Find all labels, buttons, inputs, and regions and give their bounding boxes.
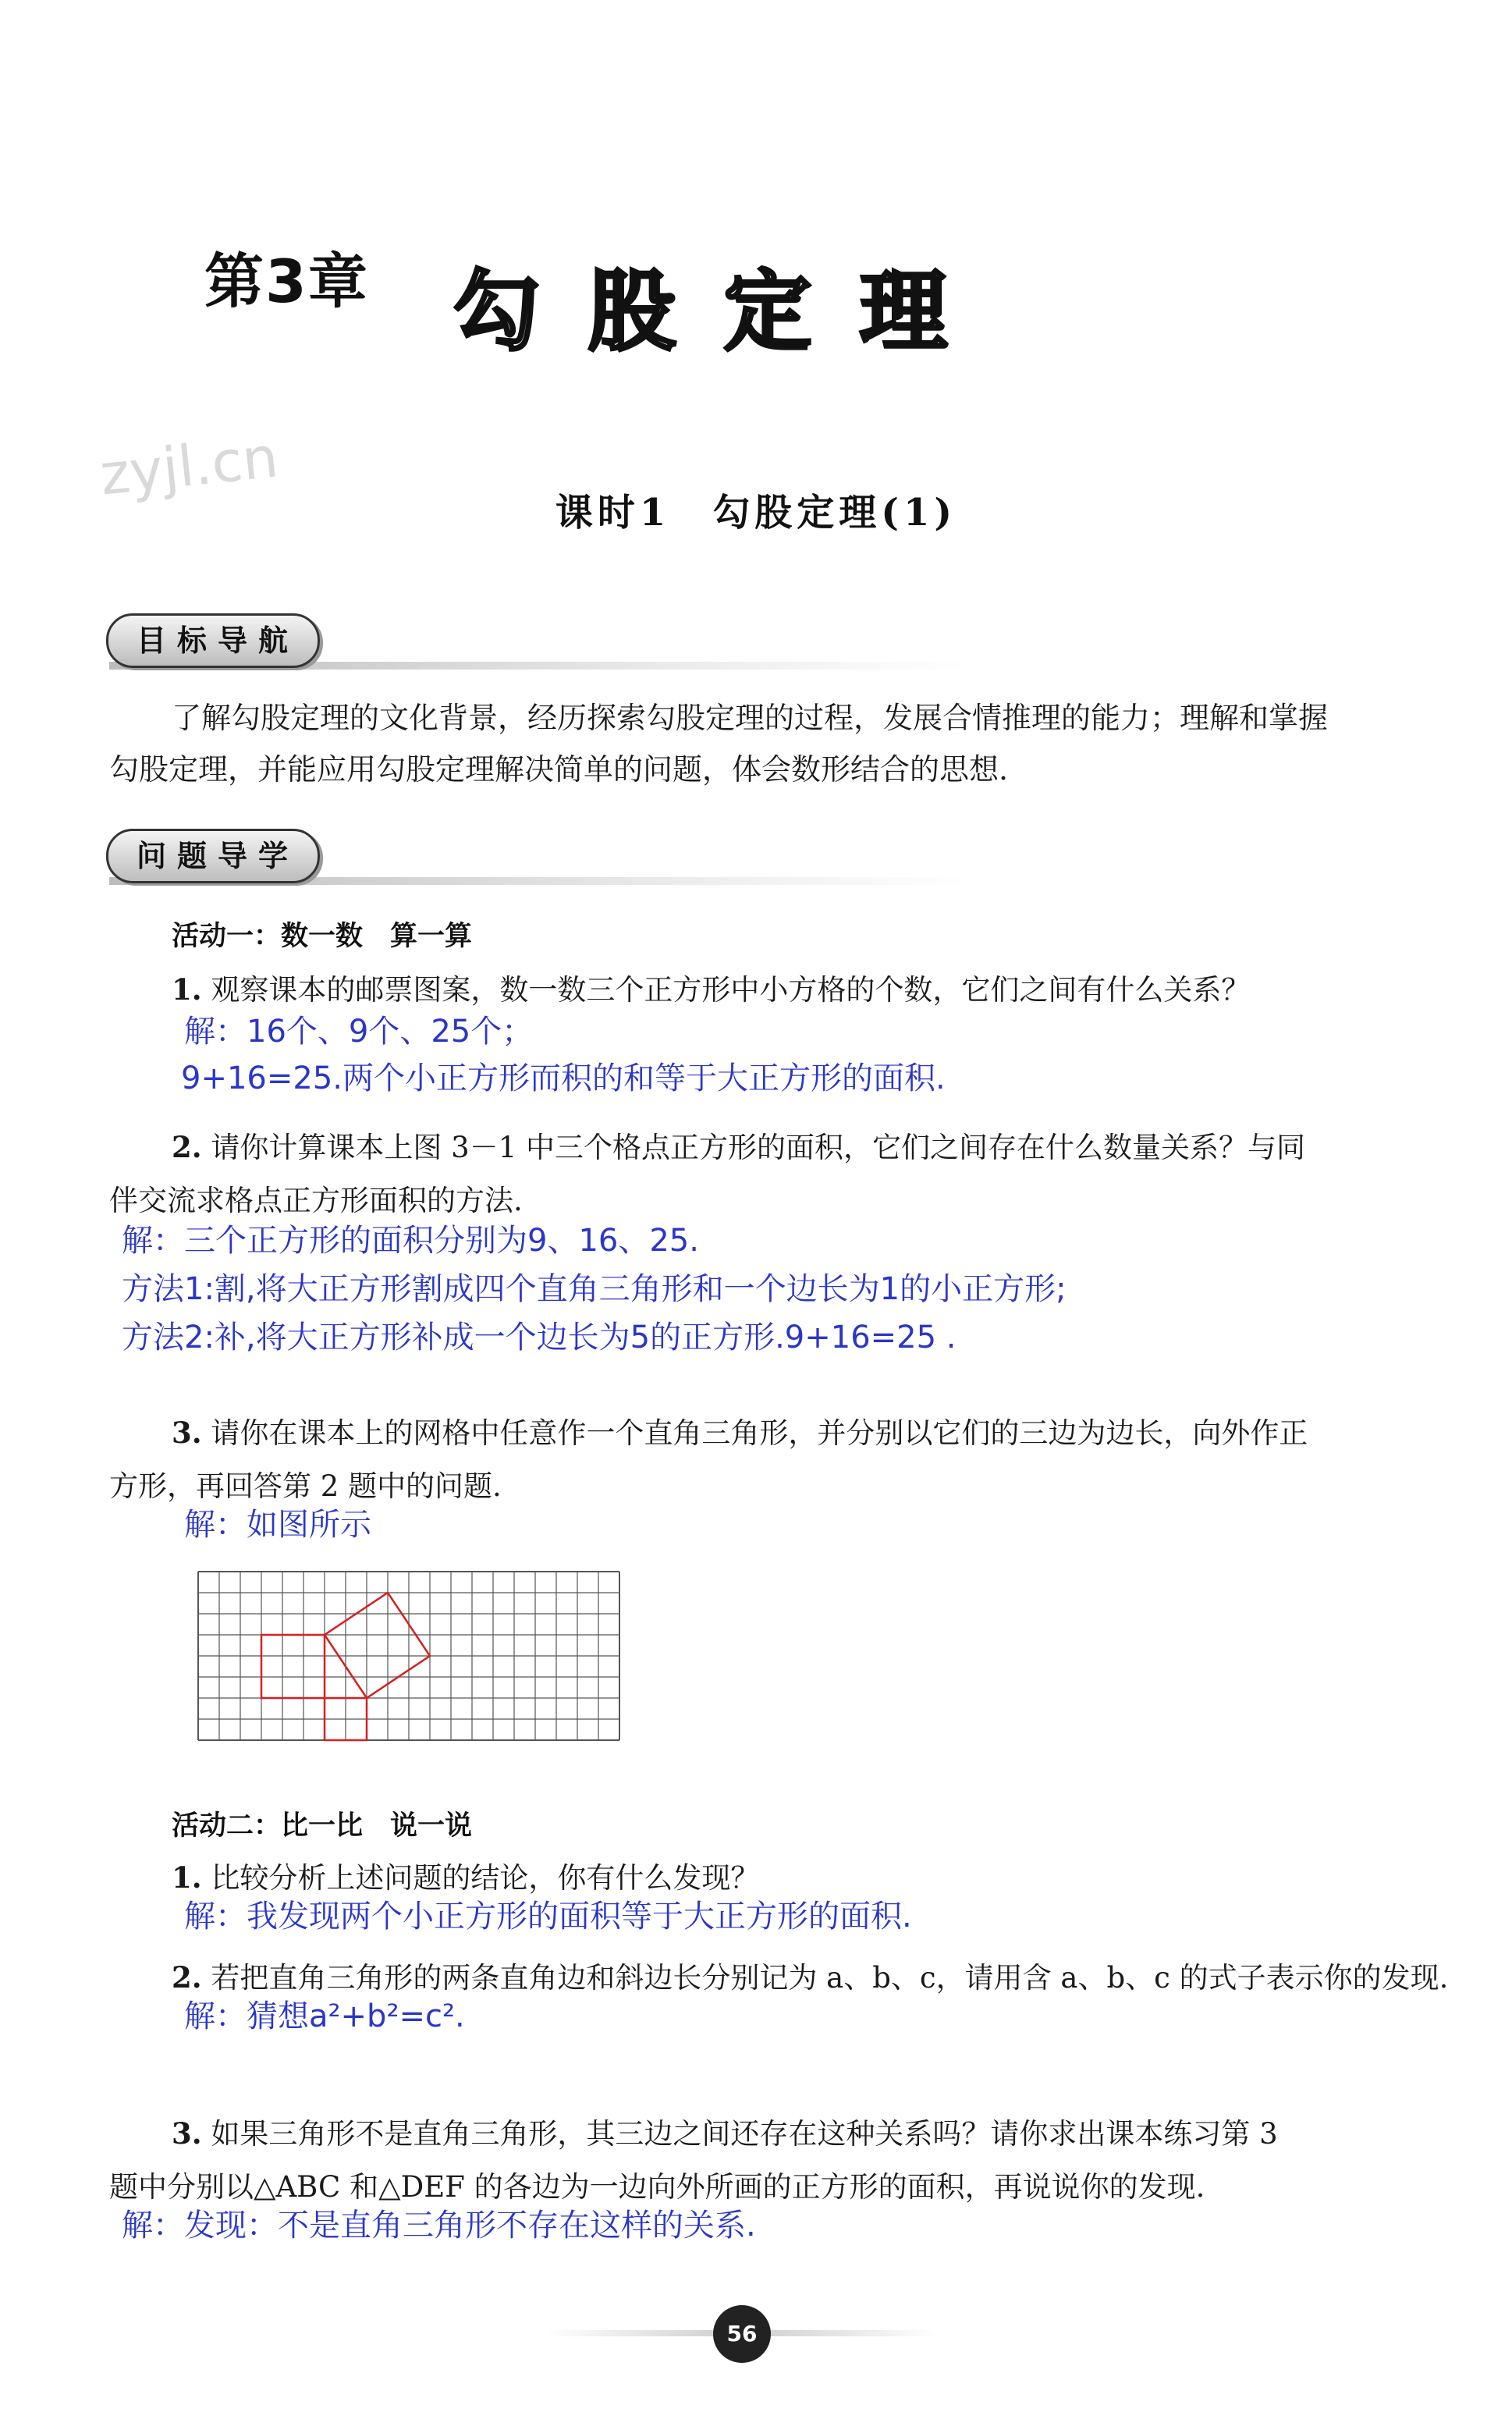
activity2-q3	[172, 2110, 1278, 2152]
question-number: 3.	[172, 2116, 202, 2151]
question-text: 请你在课本上的网格中任意作一个直角三角形，并分别以它们的三边为边长，向外作正	[211, 1416, 1308, 1450]
activity1-q2	[172, 1124, 1305, 1166]
page-number: 56	[713, 2305, 771, 2363]
activity1-a2-line1: 解：三个正方形的面积分别为9、16、25.	[122, 1223, 699, 1259]
activity2-q3-cont: 题中分别以△ABC 和△DEF 的各边为一边向外所画的正方形的面积，再说说你的发现.	[109, 2170, 1205, 2204]
question-text: 如果三角形不是直角三角形，其三边之间还存在这种关系吗？请你求出课本练习第 3	[211, 2117, 1278, 2151]
square-hypotenuse	[325, 1593, 430, 1698]
question-text: 若把直角三角形的两条直角边和斜边长分别记为 a、b、c，请用含 a、b、c 的式子表示你的发现.	[211, 1961, 1449, 1995]
activity1-q1	[172, 966, 1250, 1008]
activity1-a2-line2: 方法1:割,将大正方形割成四个直角三角形和一个边长为1的小正方形;	[122, 1271, 1067, 1307]
activity1-a1-line2: 9+16=25.两个小正方形而积的和等于大正方形的面积.	[181, 1060, 946, 1096]
guide-badge: 问题导学	[106, 829, 320, 883]
question-number: 3.	[172, 1416, 202, 1450]
square-left-side	[261, 1635, 325, 1698]
activity2-a2: 解：猜想a²+b²=c².	[184, 1998, 465, 2034]
activity2-title: 活动二：比一比 说一说	[172, 1810, 473, 1842]
lesson-title: 课时1 勾股定理(1)	[555, 491, 957, 535]
question-number: 1.	[172, 972, 202, 1007]
activity1-q3	[172, 1409, 1308, 1451]
activity1-q3-cont: 方形，再回答第 2 题中的问题.	[109, 1469, 502, 1503]
activity2-a3: 解：发现：不是直角三角形不存在这样的关系.	[122, 2208, 756, 2243]
activity2-q2	[172, 1954, 1448, 1996]
activity2-q1	[172, 1854, 759, 1896]
watermark: zyjl.cn	[97, 424, 282, 508]
activity1-a1-line1: 解：16个、9个、25个；	[184, 1014, 534, 1050]
question-number: 2.	[172, 1130, 202, 1164]
objectives-line-1: 了解勾股定理的文化背景，经历探索勾股定理的过程，发展合情推理的能力；理解和掌握	[172, 701, 1329, 735]
activity2-a1: 解：我发现两个小正方形的面积等于大正方形的面积.	[184, 1899, 912, 1934]
activity1-a3: 解：如图所示	[184, 1507, 371, 1543]
objectives-line-2: 勾股定理，并能应用勾股定理解决简单的问题，体会数形结合的思想.	[109, 752, 1009, 787]
question-text: 比较分析上述问题的结论，你有什么发现？	[211, 1861, 760, 1895]
question-text: 观察课本的邮票图案，数一数三个正方形中小方格的个数，它们之间有什么关系？	[211, 973, 1251, 1007]
activity1-a2-line3: 方法2:补,将大正方形补成一个边长为5的正方形.9+16=25 .	[122, 1320, 957, 1355]
chapter-title: 勾股定理	[453, 261, 996, 363]
grid-figure	[195, 1568, 632, 1756]
question-number: 1.	[172, 1860, 202, 1895]
activity1-q2-cont: 伴交流求格点正方形面积的方法.	[109, 1184, 523, 1217]
question-text: 请你计算课本上图 3－1 中三个格点正方形的面积，它们之间存在什么数量关系？与同	[211, 1131, 1306, 1164]
activity1-title: 活动一：数一数 算一算	[172, 921, 473, 952]
objectives-badge: 目标导航	[106, 613, 320, 668]
chapter-number: 第3章	[204, 247, 369, 316]
question-number: 2.	[172, 1960, 202, 1995]
